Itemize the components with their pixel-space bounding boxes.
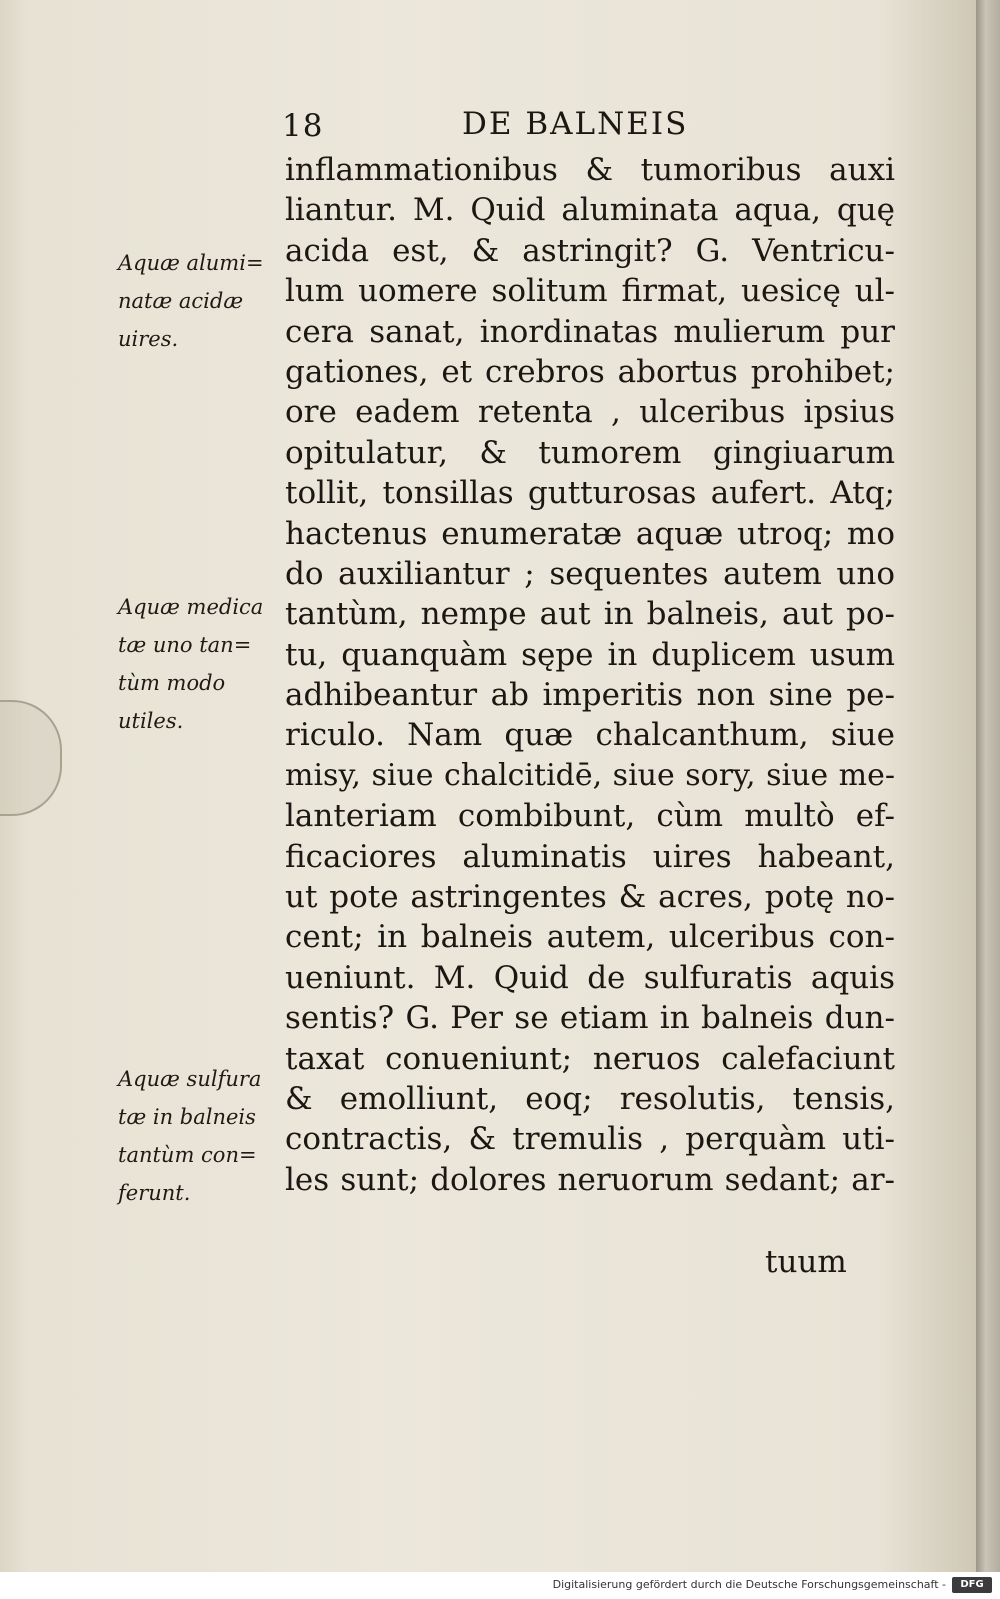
page-edge <box>976 0 1000 1572</box>
marginal-note-aluminatae <box>118 244 288 358</box>
text-line: inflammationibus & tumoribus auxi <box>285 152 895 188</box>
text-line: tantùm, nempe aut in balneis, aut po- <box>285 596 895 633</box>
text-line: ore eadem retenta , ulceribus ipsius <box>285 394 895 431</box>
text-line: ueniunt. M. Quid de sulfuratis aquis <box>285 959 895 996</box>
text-line: lum uomere solitum firmat, uesicę ul- <box>285 273 895 310</box>
marginal-note-line: Aquæ sulfura <box>118 1067 262 1091</box>
catchword: tuum <box>765 1244 847 1280</box>
marginal-note-line: tùm modo <box>118 671 226 695</box>
text-line: & emolliunt, eoq; resolutis, tensis, <box>285 1080 895 1117</box>
marginal-note-line: natæ acidæ <box>118 289 244 313</box>
text-line: tollit, tonsillas gutturosas aufert. Atq; <box>285 475 895 512</box>
text-line: opitulatur, & tumorem gingiuarum <box>285 434 895 471</box>
marginal-note-line: uires. <box>118 327 179 351</box>
text-line: sentis? G. Per se etiam in balneis dun- <box>285 1000 895 1037</box>
page-number: 18 <box>282 108 324 144</box>
marginal-note-line: tæ in balneis <box>118 1105 256 1129</box>
main-text <box>285 150 895 1200</box>
text-line: cera sanat, inordinatas mulierum pur <box>285 313 895 350</box>
text-line: contractis, & tremulis , perquàm uti- <box>285 1121 895 1158</box>
marginal-note-medicatae <box>118 588 288 740</box>
running-head: DE BALNEIS <box>462 106 689 142</box>
text-line: cent; in balneis autem, ulceribus con- <box>285 919 895 956</box>
text-line: misy, siue chalcitidē, siue sory, siue me- <box>285 757 895 793</box>
text-line: taxat conueniunt; neruos calefaciunt <box>285 1040 895 1077</box>
digitization-credit: Digitalisierung gefördert durch die Deutsche Forschungsgemeinschaft - <box>552 1578 946 1591</box>
marginal-note-line: utiles. <box>118 709 184 733</box>
text-line: acida est, & astringit? G. Ventricu- <box>285 232 895 269</box>
marginal-note-line: Aquæ alumi= <box>118 251 264 275</box>
marginal-note-line: tæ uno tan= <box>118 633 252 657</box>
marginal-note-line: tantùm con= <box>118 1143 257 1167</box>
text-line: hactenus enumeratæ aquæ utroq; mo <box>285 515 895 552</box>
text-line: tu, quanquàm sępe in duplicem usum <box>285 636 895 673</box>
text-line: do auxiliantur ; sequentes autem uno <box>285 555 895 592</box>
marginal-note-line: ferunt. <box>118 1181 191 1205</box>
text-line: gationes, et crebros abortus prohibet; <box>285 353 895 390</box>
text-line: adhibeantur ab imperitis non sine pe- <box>285 677 895 714</box>
text-line: riculo. Nam quæ chalcanthum, siue <box>285 717 895 754</box>
text-line: les sunt; dolores neruorum sedant; ar- <box>285 1161 895 1198</box>
dfg-logo: DFG <box>952 1577 992 1593</box>
marginal-note-sulfuratae <box>118 1060 288 1212</box>
text-line: ficaciores aluminatis uires habeant, <box>285 838 895 875</box>
text-line: ut pote astringentes & acres, potę no- <box>285 879 895 916</box>
marginal-note-line: Aquæ medica <box>118 595 264 619</box>
text-line: lanteriam combibunt, cùm multò ef- <box>285 798 895 835</box>
footer-bar <box>0 1572 1000 1599</box>
text-line: liantur. M. Quid aluminata aqua, quę <box>285 192 895 229</box>
